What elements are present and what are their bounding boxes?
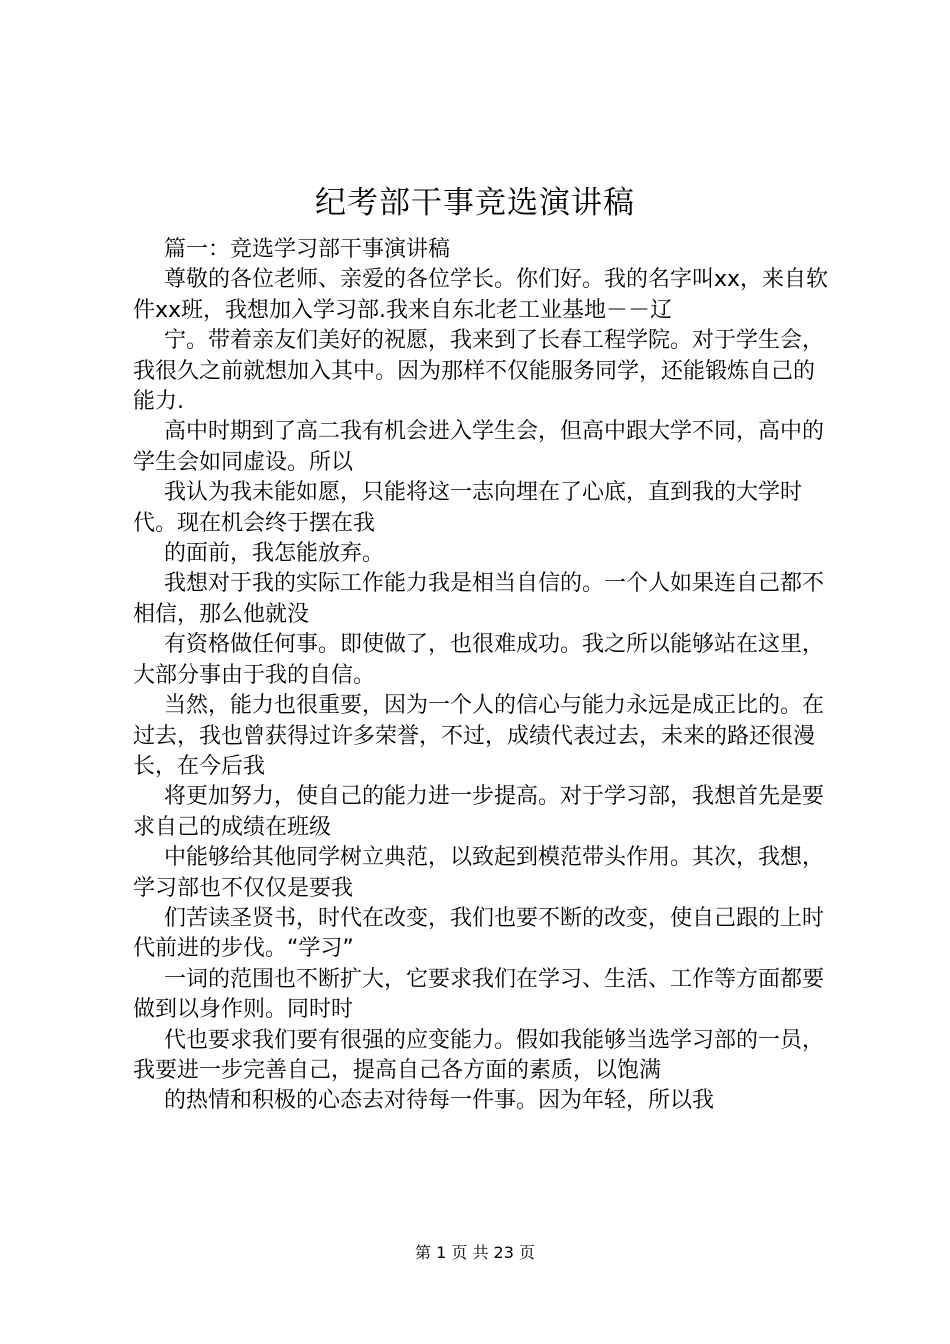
paragraph: 我想对于我的实际工作能力我是相当自信的。一个人如果连自己都不相信，那么他就没	[133, 571, 825, 627]
paragraph: 的面前，我怎能放弃。	[164, 541, 385, 567]
paragraph: 将更加努力，使自己的能力进一步提高。对于学习部，我想首先是要求自己的成绩在班级	[133, 784, 825, 840]
paragraph: 我认为我未能如愿，只能将这一志向埋在了心底，直到我的大学时代。现在机会终于摆在我	[133, 480, 803, 536]
document-title: 纪考部干事竞选演讲稿	[315, 185, 635, 221]
paragraph: 代也要求我们要有很强的应变能力。假如我能够当选学习部的一员，我要进一步完善自己，提高自己各方面的素质，以饱满	[133, 1027, 825, 1083]
paragraph: 的热情和积极的心态去对待每一件事。因为年轻，所以我	[164, 1088, 715, 1114]
paragraph: 高中时期到了高二我有机会进入学生会，但高中跟大学不同，高中的学生会如同虚设。所以	[133, 419, 825, 475]
paragraph: 中能够给其他同学树立典范，以致起到模范带头作用。其次，我想，学习部也不仅仅是要我	[133, 845, 825, 901]
page-number-footer: 第 1 页 共 23 页	[415, 1243, 535, 1262]
paragraph: 们苦读圣贤书，时代在改变，我们也要不断的改变，使自己跟的上时代前进的步伐。“学习”	[133, 905, 825, 962]
paragraph: 有资格做任何事。即使做了，也很难成功。我之所以能够站在这里，大部分事由于我的自信。	[133, 632, 825, 688]
paragraph: 宁。带着亲友们美好的祝愿，我来到了长春工程学院。对于学生会，我很久之前就想加入其中。因为那样不仅能服务同学，还能锻炼自己的能力.	[133, 328, 825, 415]
document-body	[133, 235, 833, 1117]
paragraph: 篇一：竞选学习部干事演讲稿	[164, 237, 451, 262]
paragraph: 一词的范围也不断扩大，它要求我们在学习、生活、工作等方面都要做到以身作则。同时时	[133, 966, 825, 1023]
paragraph: 尊敬的各位老师、亲爱的各位学长。你们好。我的名字叫xx，来自软件xx班，我想加入学习部.我来自东北老工业基地－－辽	[133, 267, 829, 323]
paragraph: 当然，能力也很重要，因为一个人的信心与能力永远是成正比的。在过去，我也曾获得过许多荣誉，不过，成绩代表过去，未来的路还很漫长，在今后我	[133, 693, 825, 779]
